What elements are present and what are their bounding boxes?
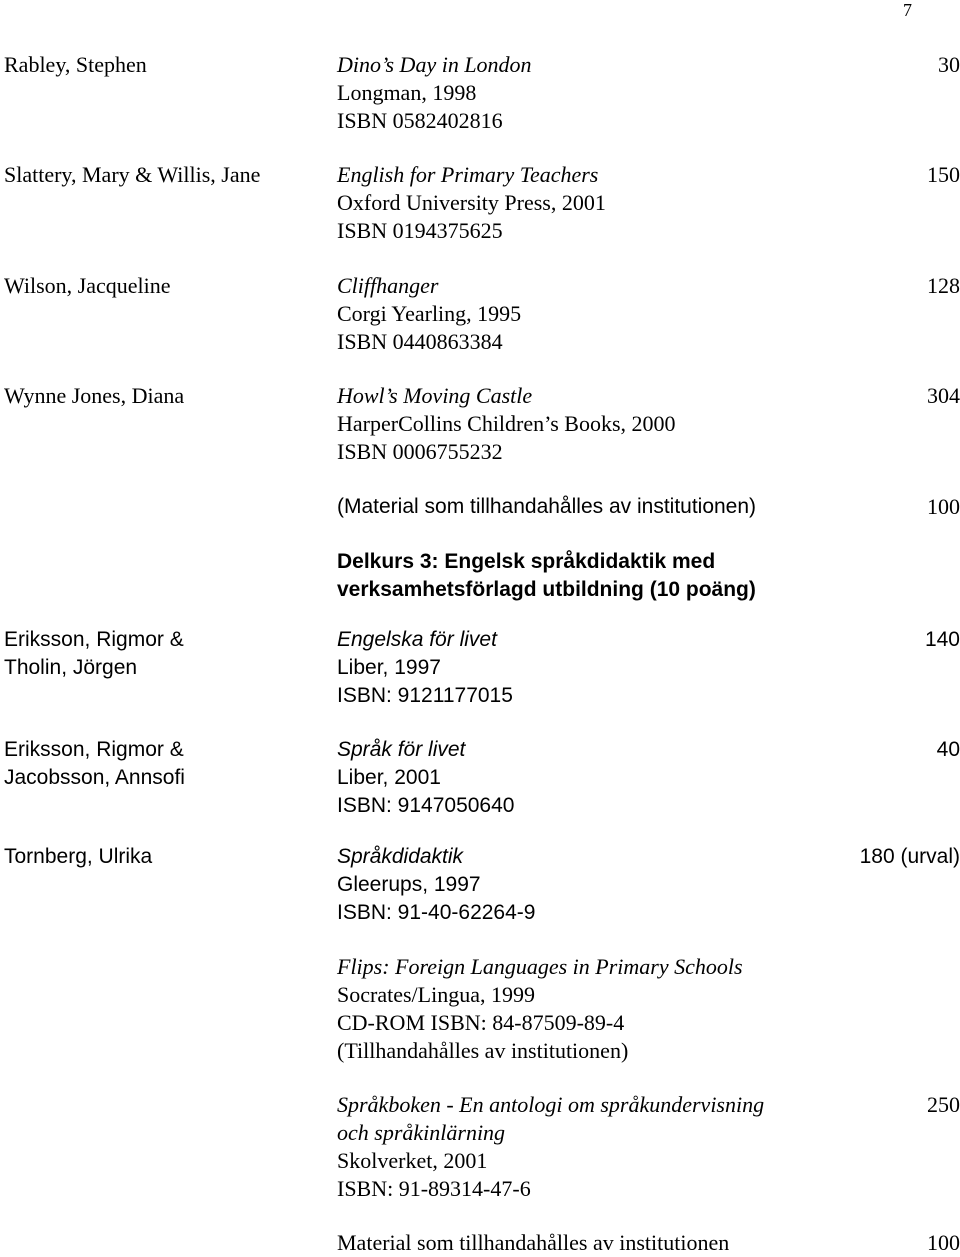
publication-line: Liber, 2001 bbox=[337, 766, 441, 789]
publication-line: ISBN 0582402816 bbox=[337, 108, 503, 133]
publication-line: Gleerups, 1997 bbox=[337, 873, 481, 896]
author-line: Eriksson, Rigmor & bbox=[4, 628, 184, 651]
entry-title: Flips: Foreign Languages in Primary Schools bbox=[337, 954, 743, 979]
author-line: Slattery, Mary & Willis, Jane bbox=[4, 162, 261, 187]
publication-line: Liber, 1997 bbox=[337, 656, 441, 679]
publication-line: CD-ROM ISBN: 84-87509-89-4 bbox=[337, 1010, 625, 1035]
publication-line: Corgi Yearling, 1995 bbox=[337, 301, 522, 326]
publication-line: Oxford University Press, 2001 bbox=[337, 190, 606, 215]
delkurs-heading bbox=[337, 548, 837, 604]
entry-author bbox=[4, 736, 324, 792]
page-count: 30 bbox=[938, 52, 960, 77]
entry-details bbox=[337, 161, 837, 245]
page-count: 250 bbox=[927, 1092, 960, 1117]
entry-author bbox=[4, 626, 324, 682]
publication-line: Longman, 1998 bbox=[337, 80, 477, 105]
author-line: Eriksson, Rigmor & bbox=[4, 738, 184, 761]
publication-line: ISBN 0006755232 bbox=[337, 439, 503, 464]
entry-title: Engelska för livet bbox=[337, 628, 497, 651]
entry-author bbox=[4, 161, 324, 189]
publication-line: ISBN: 9147050640 bbox=[337, 794, 515, 817]
entry-title: och språkinlärning bbox=[337, 1120, 506, 1145]
entry-details bbox=[337, 626, 837, 710]
entry-title: Dino’s Day in London bbox=[337, 52, 532, 77]
author-line: Tornberg, Ulrika bbox=[4, 845, 153, 868]
page-count: 180 (urval) bbox=[859, 845, 960, 868]
entry-details bbox=[337, 382, 837, 466]
entry-author bbox=[4, 272, 324, 300]
entry-title: Cliffhanger bbox=[337, 273, 439, 298]
entry-title: Språk för livet bbox=[337, 738, 466, 761]
entry-title: English for Primary Teachers bbox=[337, 162, 599, 187]
publication-line: ISBN 0440863384 bbox=[337, 329, 503, 354]
page-count: 140 bbox=[924, 628, 960, 651]
page-count: 100 bbox=[927, 494, 960, 519]
publication-line: ISBN: 91-40-62264-9 bbox=[337, 901, 536, 924]
material-note-text: (Material som tillhandahålles av institutionen) bbox=[337, 495, 757, 518]
entry-details bbox=[337, 953, 837, 1065]
page-count: 128 bbox=[927, 273, 960, 298]
entry-author bbox=[4, 382, 324, 410]
entry-details bbox=[337, 272, 837, 356]
entry-title: Howl’s Moving Castle bbox=[337, 383, 533, 408]
entry-details bbox=[337, 843, 837, 927]
publication-line: ISBN: 91-89314-47-6 bbox=[337, 1176, 531, 1201]
heading-line: Delkurs 3: Engelsk språkdidaktik med bbox=[337, 550, 716, 573]
author-line: Rabley, Stephen bbox=[4, 52, 147, 77]
author-line: Wilson, Jacqueline bbox=[4, 273, 171, 298]
entry-title: Språkboken - En antologi om språkundervisning bbox=[337, 1092, 765, 1117]
entry-author bbox=[4, 51, 324, 79]
page-count: 40 bbox=[936, 738, 960, 761]
author-line: Jacobsson, Annsofi bbox=[4, 766, 185, 789]
entry-details bbox=[337, 736, 837, 820]
page-count: 150 bbox=[927, 162, 960, 187]
entry-author bbox=[4, 843, 324, 871]
final-note-text: Material som tillhandahålles av institutionen bbox=[337, 1230, 730, 1255]
publication-line: (Tillhandahålles av institutionen) bbox=[337, 1038, 629, 1063]
publication-line: Skolverket, 2001 bbox=[337, 1148, 488, 1173]
author-line: Tholin, Jörgen bbox=[4, 656, 138, 679]
heading-line: verksamhetsförlagd utbildning (10 poäng) bbox=[337, 578, 756, 601]
entry-details bbox=[337, 1091, 837, 1203]
entry-details bbox=[337, 51, 837, 135]
publication-line: ISBN 0194375625 bbox=[337, 218, 503, 243]
publication-line: HarperCollins Children’s Books, 2000 bbox=[337, 411, 676, 436]
page-number: 7 bbox=[903, 0, 912, 20]
page-count: 304 bbox=[927, 383, 960, 408]
author-line: Wynne Jones, Diana bbox=[4, 383, 185, 408]
page-count: 100 bbox=[927, 1230, 960, 1255]
publication-line: Socrates/Lingua, 1999 bbox=[337, 982, 535, 1007]
entry-title: Språkdidaktik bbox=[337, 845, 464, 868]
publication-line: ISBN: 9121177015 bbox=[337, 684, 513, 707]
